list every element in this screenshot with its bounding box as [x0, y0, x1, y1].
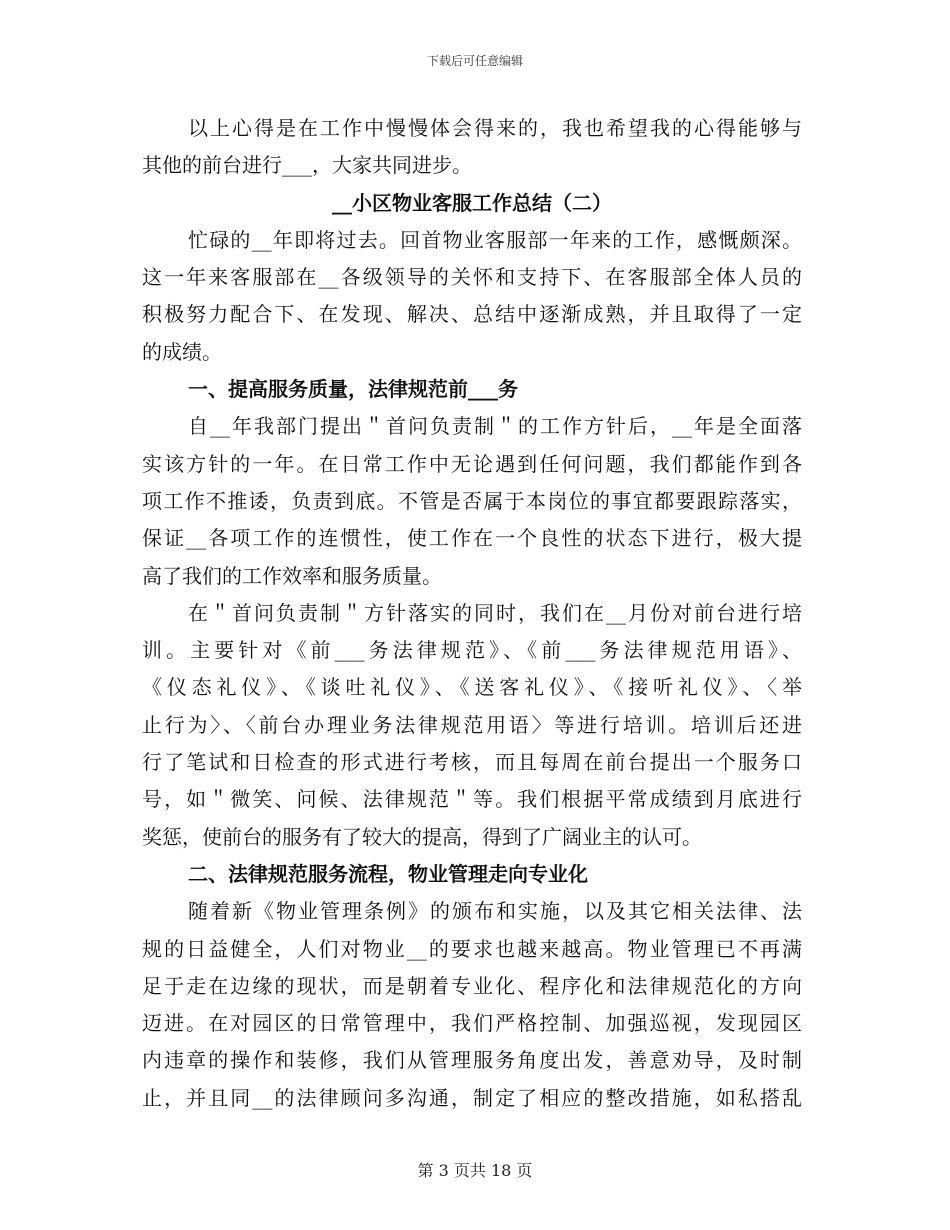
paragraph-first-line: 在＂首问负责制＂方针落实的同时，我们在__月份对前台进行培 — [188, 600, 802, 625]
paragraph-line: 号，如＂微笑、问候、法律规范＂等。我们根据平常成绩到月底进行 — [142, 787, 802, 812]
page-number: 第 3 页共 18 页 — [417, 1161, 533, 1180]
paragraph-line: 规的日益健全，人们对物业__的要求也越来越高。物业管理已不再满 — [142, 936, 802, 961]
paragraph-line: 行了笔试和日检查的形式进行考核，而且每周在前台提出一个服务口 — [142, 750, 802, 775]
paragraph-line: 止，并且同__的法律顾问多沟通，制定了相应的整改措施，如私搭乱 — [142, 1085, 802, 1110]
paragraph-first-line: 随着新《物业管理条例》的颁布和实施，以及其它相关法律、法 — [188, 899, 802, 924]
page-header-note: 下载后可任意编辑 — [426, 54, 523, 68]
paragraph-last-line: 奖惩，使前台的服务有了较大的提高，得到了广阔业主的认可。 — [142, 824, 702, 849]
paragraph-last-line: 高了我们的工作效率和服务质量。 — [142, 563, 442, 588]
paragraph-line: 训。主要针对《前___务法律规范》、《前___务法律规范用语》、 — [142, 638, 802, 663]
paragraph-last-line: 的成绩。 — [142, 339, 222, 364]
paragraph-line: 止行为〉、〈前台办理业务法律规范用语〉等进行培训。培训后还进 — [142, 712, 802, 737]
paragraph-line: 《仪态礼仪》、《谈吐礼仪》、《送客礼仪》、《接听礼仪》、〈举 — [142, 675, 802, 700]
paragraph-line: 内违章的操作和装修，我们从管理服务角度出发，善意劝导，及时制 — [142, 1048, 802, 1073]
paragraph-line: 项工作不推诿，负责到底。不管是否属于本岗位的事宜都要跟踪落实， — [142, 488, 802, 513]
paragraph-line: 足于走在边缘的现状，而是朝着专业化、程序化和法律规范化的方向 — [142, 973, 802, 998]
paragraph-first-line: 忙碌的__年即将过去。回首物业客服部一年来的工作，感慨颇深。 — [188, 227, 802, 252]
paragraph-last-line: 其他的前台进行___，大家共同进步。 — [142, 153, 472, 178]
paragraph-first-line: 自__年我部门提出＂首问负责制＂的工作方针后，__年是全面落 — [188, 414, 802, 439]
section-heading: 二、法律规范服务流程，物业管理走向专业化 — [188, 861, 588, 886]
paragraph-first-line: 以上心得是在工作中慢慢体会得来的，我也希望我的心得能够与 — [188, 116, 802, 140]
section-heading: 一、提高服务质量，法律规范前___务 — [188, 377, 518, 402]
paragraph-line: 迈进。在对园区的日常管理中，我们严格控制、加强巡视，发现园区 — [142, 1011, 802, 1036]
paragraph-line: 保证__各项工作的连惯性，使工作在一个良性的状态下进行，极大提 — [142, 526, 802, 551]
paragraph-line: 实该方针的一年。在日常工作中无论遇到任何问题，我们都能作到各 — [142, 451, 802, 476]
paragraph-line: 这一年来客服部在__各级领导的关怀和支持下、在客服部全体人员的 — [142, 265, 802, 290]
section-title: __小区物业客服工作总结（二） — [332, 190, 612, 215]
paragraph-line: 积极努力配合下、在发现、解决、总结中逐渐成熟，并且取得了一定 — [142, 302, 802, 327]
document-body — [142, 110, 802, 1117]
